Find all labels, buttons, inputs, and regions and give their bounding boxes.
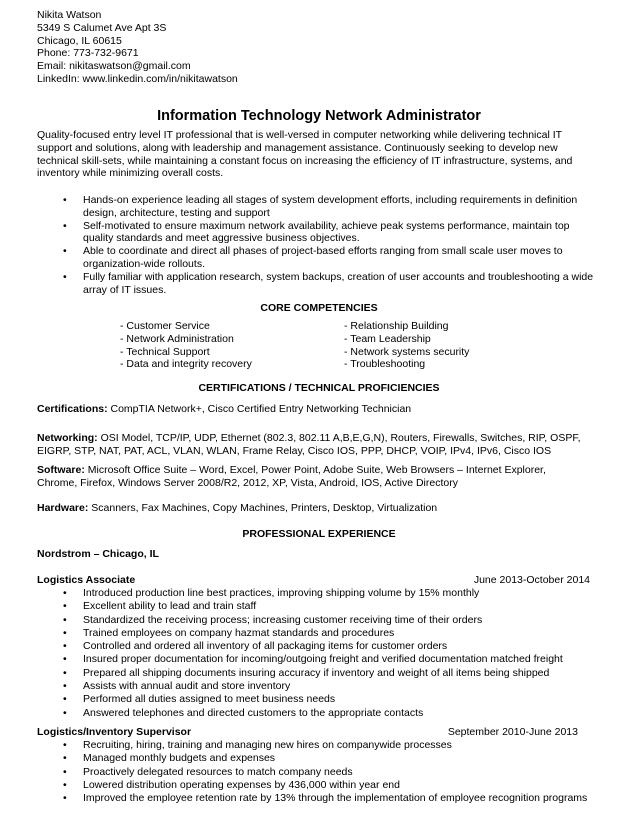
list-item: • Performed all duties assigned to meet business needs [63, 693, 589, 706]
software-paragraph [37, 464, 593, 490]
certifications-heading: CERTIFICATIONS / TECHNICAL PROFICIENCIES [198, 382, 440, 394]
list-item: • Insured proper documentation for incoming/outgoing freight and verified documentation matched freight [63, 653, 589, 666]
software-text: Microsoft Office Suite – Word, Excel, Power Point, Adobe Suite, Web Browsers – Internet Explorer, [84, 464, 546, 476]
job-title: Logistics/Inventory Supervisor [37, 726, 192, 738]
competency-item: - Network systems security [344, 345, 470, 358]
job-bullets [63, 739, 589, 805]
list-item [63, 245, 589, 271]
competency-item: - Relationship Building [344, 320, 449, 332]
list-item: • Recruiting, hiring, training and managing new hires on companywide processes [63, 739, 589, 752]
hardware-label: Hardware: [37, 502, 89, 514]
software-text: Chrome, Firefox, Windows Server 2008/R2, 2012, XP, Vista, Android, IOS, Active Directory [37, 476, 458, 489]
list-item: • Excellent ability to lead and train staff [63, 600, 589, 613]
job-dates: June 2013-October 2014 [473, 574, 590, 586]
summary-line: support and solutions, along with leadership and management assistance. Continuously seeking to develop new [37, 141, 558, 154]
bullet-line: • Hands-on experience leading all stages of system development efforts, including requirements in definition [83, 194, 578, 206]
list-item: • Standardized the receiving process; increasing customer receiving time of their orders [63, 614, 589, 627]
competency-item: - Troubleshooting [344, 358, 426, 371]
competency-item: - Customer Service [120, 320, 210, 332]
list-item: • Proactively delegated resources to match company needs [63, 766, 589, 779]
summary-line: technical skill-sets, while maintaining a constant focus on increasing the efficiency of IT infrastructure, systems, and [37, 154, 573, 167]
list-item: • Assists with annual audit and store inventory [63, 680, 589, 693]
list-item [63, 220, 589, 246]
bullet-line: • Fully familiar with application research, system backups, creation of user accounts and troubleshooting a wide [83, 270, 594, 283]
summary-paragraph [37, 129, 579, 180]
bullet-line: design, architecture, testing and support [83, 206, 270, 219]
list-item: • Prepared all shipping documents insuring accuracy if inventory and weight of all items being shipped [63, 667, 589, 680]
certifications-label: Certifications: [37, 403, 108, 415]
competencies-right-column [344, 320, 469, 371]
contact-email: Email: nikitaswatson@gmail.com [37, 60, 191, 73]
summary-bullets [63, 194, 594, 296]
hardware-line [37, 502, 593, 515]
contact-name: Nikita Watson [37, 9, 102, 21]
list-item: • Introduced production line best practices, improving shipping volume by 15% monthly [63, 587, 589, 600]
hardware-text: Scanners, Fax Machines, Copy Machines, Printers, Desktop, Virtualization [88, 502, 438, 514]
list-item: • Managed monthly budgets and expenses [63, 752, 589, 765]
certifications-line [37, 403, 593, 416]
networking-text: OSI Model, TCP/IP, UDP, Ethernet (802.3, 802.11 A,B,E,G,N), Routers, Firewalls, Switches, RIP, OSPF, [97, 432, 581, 444]
certifications-text: CompTIA Network+, Cisco Certified Entry Networking Technician [107, 403, 412, 415]
list-item: • Trained employees on company hazmat standards and procedures [63, 627, 589, 640]
contact-block [37, 9, 238, 86]
bullet-line: • Self-motivated to ensure maximum network availability, achieve peak systems performance, maintain top [83, 219, 570, 232]
contact-street: 5349 S Calumet Ave Apt 3S [37, 21, 167, 34]
experience-heading: PROFESSIONAL EXPERIENCE [242, 528, 396, 540]
software-label: Software: [37, 464, 85, 476]
contact-city: Chicago, IL 60615 [37, 34, 122, 47]
list-item: • Lowered distribution operating expenses by 436,000 within year end [63, 779, 589, 792]
resume-title: Information Technology Network Administrator [157, 108, 481, 124]
contact-phone: Phone: 773-732-9671 [37, 47, 139, 60]
contact-linkedin: LinkedIn: www.linkedin.com/in/nikitawatson [37, 72, 238, 85]
list-item [63, 270, 594, 297]
job-title: Logistics Associate [37, 574, 136, 586]
competency-item: - Team Leadership [344, 332, 431, 345]
bullet-line: array of IT issues. [83, 283, 167, 296]
job-bullets [63, 587, 589, 720]
competency-item: - Technical Support [120, 345, 210, 358]
list-item: • Answered telephones and directed customers to the appropriate contacts [63, 707, 589, 720]
company-name: Nordstrom – Chicago, IL [37, 548, 159, 560]
competency-item: - Data and integrity recovery [120, 358, 252, 371]
competencies-left-column [120, 320, 252, 371]
summary-line: inventory while minimizing overall costs. [37, 167, 224, 180]
networking-text: EIGRP, STP, NAT, PAT, ACL, VLAN, WLAN, Frame Relay, Cisco IOS, PPP, DHCP, VOIP, IPv4, IPv6, Cisco IOS [37, 444, 552, 457]
competencies-heading: CORE COMPETENCIES [260, 302, 378, 314]
list-item: • Controlled and ordered all inventory of all packaging items for customer orders [63, 640, 589, 653]
list-item: • Improved the employee retention rate by 13% through the implementation of employee recognition programs [63, 792, 589, 805]
networking-label: Networking: [37, 432, 98, 444]
bullet-line: • Able to coordinate and direct all phases of project-based efforts ranging from small scale user moves to [83, 245, 563, 258]
list-item [63, 194, 589, 220]
bullet-line: quality standards and meet aggressive business objectives. [83, 232, 360, 245]
bullet-line: organization-wide rollouts. [83, 257, 205, 270]
networking-paragraph [37, 432, 593, 458]
job-dates: September 2010-June 2013 [447, 726, 578, 738]
summary-line: Quality-focused entry level IT professional that is well-versed in computer networking while delivering technical IT [37, 129, 563, 141]
competency-item: - Network Administration [120, 332, 234, 345]
